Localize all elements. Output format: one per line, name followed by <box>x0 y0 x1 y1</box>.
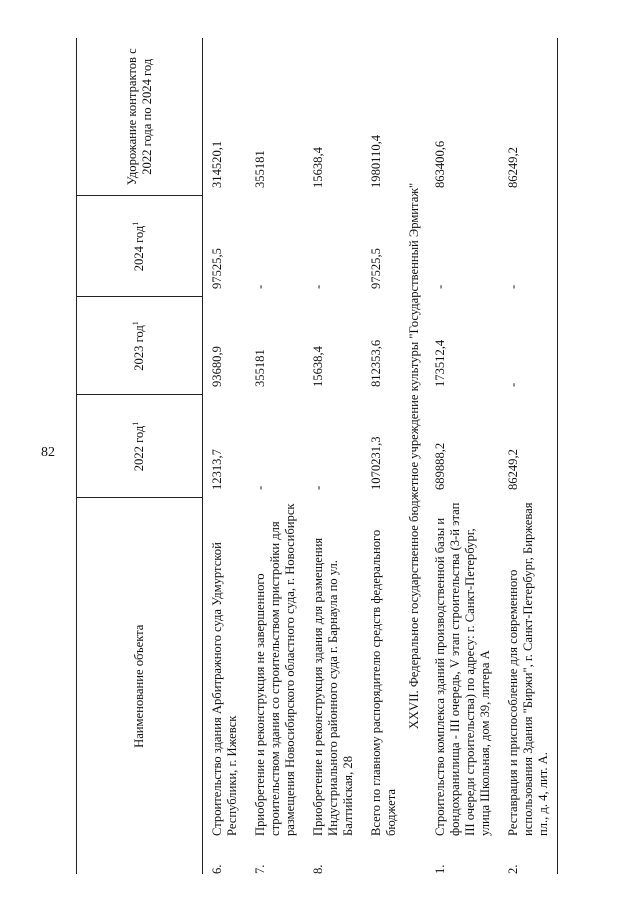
footnote-mark: 1 <box>130 221 140 226</box>
objects-table <box>76 38 558 874</box>
value-2024: - <box>499 196 558 297</box>
value-2024: - <box>253 284 267 289</box>
row-number: 7. <box>253 864 267 874</box>
value-increase: 355181 <box>253 150 267 188</box>
section-title: XXVII. Федеральное государственное бюджетное учреждение культуры "Государственный Эрмитаж" <box>407 182 421 730</box>
header-cost-increase: Удорожание контрактов с 2022 года по 2024 год <box>77 38 203 196</box>
header-2023-label: 2023 год <box>132 325 146 371</box>
object-name: Строительство здания Арбитражного суда Удмуртской Республики, г. Ижевск <box>210 542 239 836</box>
header-2024 <box>77 196 203 297</box>
value-2022: - <box>253 485 267 490</box>
header-2022-label: 2022 год <box>132 425 146 472</box>
object-name: Приобретение и реконструкция здания для размещения Индустриального районного суда г. Барнаула по ул. Балтийская, 28 <box>311 537 355 836</box>
row-number: 8. <box>311 864 325 874</box>
value-increase: 1980110,4 <box>369 134 383 188</box>
value-2022: - <box>311 485 325 490</box>
row-number: 2. <box>499 838 558 874</box>
value-2022: 86249,2 <box>499 395 558 498</box>
table-row <box>499 38 558 874</box>
row-number: 1. <box>433 864 447 874</box>
header-2022 <box>77 395 203 498</box>
value-2024: 97525,5 <box>369 248 383 289</box>
object-name: Приобретение и реконструкция не завершенного строительством здания со строительством пристройки для размещения Новосибирского областного суда, г. Новосибирск <box>253 503 297 836</box>
value-2023: 93680,9 <box>210 346 224 387</box>
section-heading-row <box>405 38 426 874</box>
value-2024: - <box>433 284 447 289</box>
value-increase: 86249,2 <box>499 38 558 196</box>
footnote-mark: 1 <box>130 321 140 326</box>
table-header-row <box>77 38 203 874</box>
object-name: Реставрация и приспособление для современного использования Здания "Биржи", г. Санкт-Петербург, Биржевая пл., д. 4, лит. А. <box>499 498 558 838</box>
value-increase: 863400,6 <box>433 140 447 188</box>
header-2024-label: 2024 год <box>132 225 146 272</box>
object-name: Всего по главному распорядителю средств федерального бюджета <box>369 529 398 836</box>
table-row <box>203 38 247 874</box>
table-row <box>304 38 362 874</box>
value-2023: 15638,4 <box>311 346 325 387</box>
value-2022: 12313,7 <box>210 449 224 490</box>
header-2023 <box>77 297 203 395</box>
value-2023: - <box>499 297 558 395</box>
value-2022: 1070231,3 <box>369 436 383 490</box>
value-increase: 314520,1 <box>210 140 224 188</box>
value-2023: 355181 <box>253 349 267 387</box>
value-2024: 97525,5 <box>210 248 224 289</box>
value-2023: 812353,6 <box>369 339 383 387</box>
value-2023: 173512,4 <box>433 339 447 387</box>
row-number <box>362 838 405 874</box>
footnote-mark: 1 <box>130 421 140 426</box>
row-number: 6. <box>210 864 224 874</box>
header-object-name: Наименование объекта <box>77 498 203 874</box>
page-number: 82 <box>41 445 55 460</box>
value-2024: - <box>311 284 325 289</box>
value-increase: 15638,4 <box>311 147 325 188</box>
table-row <box>246 38 304 874</box>
value-2022: 689888,2 <box>433 442 447 490</box>
table-row-total <box>362 38 405 874</box>
object-name: Строительство комплекса зданий производственной базы и фондохранилища - III очередь, V этап строительства (3-й этап III очереди строительства) по адресу: г. Санкт-Петербург, улица Школьная, дом 39, литера А <box>433 502 492 836</box>
table-row <box>426 38 499 874</box>
